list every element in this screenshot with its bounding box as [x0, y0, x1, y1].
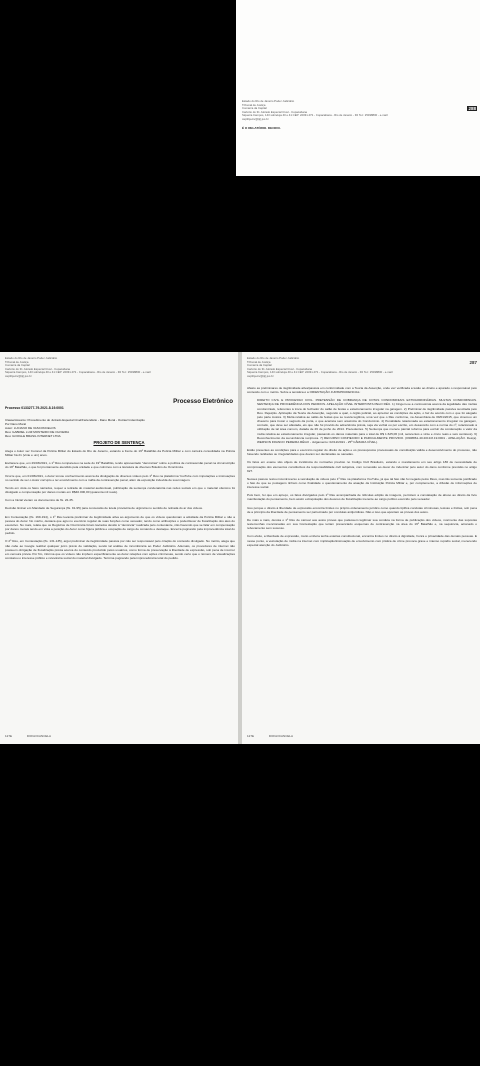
meta-line: Classe/Assunto: Procedimento do Juizado Especial Cível/Fazendário - Dano Moral - Outras/ Indenização: [5, 418, 145, 422]
paragraph: O 2º Réu, em Contestação (fls. 131-135), argui preliminar de ilegitimidade passiva por não ser responsável pelo criação do conteúdo divulgado. No mérito, alega que não cabe ao Google realizar qualquer juízo prévio de validação, sendo tal análise de incumbência ao Poder Judiciário. Ademais, os provedores de internet não possuem obrigação de fiscalização prévia acerca do conteúdo produzido pelos usuários, como forma de preservação à liberdade de expressão, sob pena de incorrer em censura prévia. Por fim, informa que os vídeos não impõem especificamente ao Autor relações com ações criminosas, sendo certo que o número de visualizações constatou o interesse público e relevância social do material divulgado. Termina pugnando pela improcedência total do pedido.: [5, 539, 235, 560]
left-footer: [5, 734, 65, 738]
header-line: cap31jeciv@tjrj.jus.br: [247, 374, 274, 378]
meta-line: Autor: LUCIANO DE VASCONCELOS: [5, 426, 56, 430]
paragraph: Isso porque o direito à liberdade de expressão encontra limites no próprio ordenamento jurídico como quando tipifica condutas criminosas, lesivas e ilícitas, sob pena de a princípio da liberdade de pensamento ser patrocinado por condutas antijurídicas. Não é isso que apontam as provas dos autos.: [247, 505, 477, 514]
paragraph: Em Contestação (fls. 169-194), o 1º Réu levanta preliminar de ilegitimidade ativa ao argumento de que os vídeos questionam a atividade da Polícia Militar e não a pessoa do Autor. No mérito, destaca que agiu no exercício regular de suas funções como vereador, tendo como atribuições o poder/dever de fiscalização dos atos do executivo. No mais, relata que os Registros de Ocorrência foram lavrados devido à "denúncia" realizada pelo contestante, não havendo que se falar em compensação por danos morais tendo em vista a posição do Autor como figura pública e ocupação de cargo de comando e destaque. Encerra pugnando pela improcedência total do pedido.: [5, 514, 235, 536]
top-page-header: [242, 100, 427, 122]
relatorio-line: É O RELATÓRIO. DECIDO.: [242, 126, 281, 130]
paragraph: Com a Inicial vieram os documentos de fls. 22-35.: [5, 498, 74, 503]
footer-signature: DIOGOCANCELA: [26, 734, 52, 738]
right-footer: [247, 734, 307, 738]
header-line: cap31jeciv@tjrj.jus.br: [242, 117, 269, 121]
top-page-fragment: [236, 0, 480, 176]
header-line: Comarca da Capital: [242, 107, 267, 111]
paragraph: Os fatos em exame são objeto de incidência do normativo previsto no Código Civil Brasileiro, estando o mandamento em seu artigo 186 de necessidade de comprovação dos elementos constitutivos da responsabilidade civil subjetiva, com remessão ao dever de indenizar pelo autor do dano conforme previsão no artigo 927.: [247, 460, 477, 473]
paragraph: Tendo em vista os fatos narrados, requer a retirada do material audiovisual, publicação da sentença condenatória nas redes sociais em que o material ofensivo foi divulgado e compensação por danos morais em R$40.000,00 (quarenta mil reais).: [5, 485, 235, 495]
header-line: Comarca da Capital: [5, 364, 30, 368]
footer-signature: DIOGOCANCELA: [268, 734, 294, 738]
header-line: Tribunal de Justiça: [242, 103, 266, 107]
jurisprudence-quote: DIREITO CIVIL E PROCESSO CIVIL. PRETENSÃO DE COBRANÇA DE COTAS CONDOMINIAIS EXTRAORDINÁRIAS. MULTAS CONDOMINIAIS. SENTENÇA DE PROCEDÊNCIA DOS PEDIDOS. APELAÇÃO CÍVEL INTERPOSTA PELO RÉU. 1) Cingem-se a controvérsia acerca da legalidade das multas condominiais, referentes à troca do fechador do salão de festas e estacionamento irregular na garagem. 2) Preliminar de ilegitimidade passiva suscitada pelo Réu. Rejeição. Aplicação da Teoria da Asserção, segundo a qual, o órgão judicial, ao apreciar as condições da ação, o faz de acordo com o que foi alegado pelo parte Autora. 3) Multa relativa ao salão de festas que se revela legítima, uma vez que o Réu conforme, na Assembleia de 09/01/2015, que cinemou um chaveiro para trocar o segredo da porta, o que acarreta sem anuência do Condomínio. 4) Penalidade relacionada ao estacionamento irregular na garagem, contudo, que deve ser afastada, eis que não foi provido de advertência prévia, seja via verbal ou por escrito, em desacordo com a norma do nº, relacionado à utilização de tal área comum, datada de 26 de junho de 2014. Precedentes. 5) Sentença que merece parcial reforma para excluir da condenação o valor da multa relativa ao estacionamento irregular, passando os danos materiais para o total de R$ 1.625,06 (mil, seiscentos e vinte e cinco reais e seis centavos). 6) Reconhecimento da sucumbência recíproca. 7) RECURSO CONHECIDO E PARCIALMENTE PROVIDO. (0308861-40.2019.8.19.0001 - APELAÇÃO. Des(a). WERSON FRANCO PEREIRA RÊGO - Julgamento: 02/12/2021 - 25ª CÂMARA CÍVEL).: [257, 398, 477, 444]
paragraph: Estão presentes as condições para o exercício regular do direito de ação e os pressupostos processuais de constituição válida e desenvolvimento do processo, não havendo nulidades ou irregularidades que devam ser declaradas ou sanadas.: [247, 448, 477, 457]
meta-line: Por Dano Moral: [5, 422, 27, 426]
right-body: [247, 386, 477, 551]
right-page: [242, 352, 480, 744]
header-line: Tribunal de Justiça: [5, 360, 29, 364]
footer-code: 127E: [247, 734, 255, 738]
process-title: Processo Eletrônico: [173, 398, 233, 405]
page-number: 287: [469, 360, 477, 365]
left-page: [0, 352, 238, 744]
paragraph: Nesses passos restou incontroverso a veiculação de vídeos pelo 1º Réu na plataforma YouTube, já que tal fato não foi negado pelos Réus, mas tão somente justificado o fato de que se postagens tinham como finalidade o questionamento da atuação da Instituição Polícia Militar e, por complemento, a difusão de informações de interesse social.: [247, 476, 477, 490]
left-body: [5, 449, 235, 564]
paragraph: Decisão liminar em Mandado de Segurança (fls. 91-95) para concessão de tutela provisória de urgência no sentido de retirada do ar dos vídeos.: [5, 506, 203, 511]
header-line: Cartório do 31 Juizado Especial Cível - Copacabana: [5, 367, 70, 371]
paragraph: Afasto as preliminares de ilegitimidade ativa/passiva em conformidade com a Teoria da Asserção, onde vez verificada a lesão ao direito e apurado o responsável pelo conteúdo com o mérito. Sobre a temática é a ORIENTAÇÃO JURISPRUDENCIAL:: [247, 386, 477, 395]
footer-code: 127E: [5, 734, 13, 738]
paragraph: Com efeito, a liberdade de expressão, muito embora tenha esteiras constitucional, encontra limites no direito à dignidade, honra e privacidade das demais pessoas. E nesse ponto, a veiculação de mídia na internet com implicação/insinuação de envolvimento com prática de crime provoca grave e intenso repúdio social, merecendo especial atenção do Judiciário.: [247, 534, 477, 547]
meta-line: Réu: GOOGLE BRASIL INTERNET LTDA: [5, 434, 61, 438]
header-line: Comarca da Capital: [247, 364, 272, 368]
header-line: Estado do Rio de Janeiro Poder Judiciário: [247, 357, 300, 360]
page-number: 288: [468, 106, 476, 111]
right-page-header: [247, 357, 432, 379]
header-line: Siqueira Campos, 143 sobreloja 40 e 41 CEP: 22031-071 - Copacabana - Rio de Janeiro - RJ Tel.: 25498800 - e-mail:: [5, 371, 152, 375]
header-line: Cartório do 31 Juizado Especial Cível - Copacabana: [247, 367, 312, 371]
header-line: Tribunal de Justiça: [247, 360, 271, 364]
case-metadata: [5, 418, 205, 438]
paragraph: De mais a mais, denota o 1º Réu de carrear aos autos provas que pudessem legitimar sua conduta na forma de publicação dos vídeos, mormente das supostas testemunhas mencionadas em sua Contestação que teriam presenciado esquemas de contravenção na área do 19º Batalhão e, na sequência, acionado o rebocamento sem sucesso.: [247, 517, 477, 531]
left-page-header: [5, 357, 190, 379]
paragraph: Ocorre que, em 01/06/2021, o Autor tomou conhecimento acerca da divulgação de diversos vídeos pelo 1º Réu na plataforma YouTube com imputações e insinuações no sentido de ser o Autor corrupto e ter envolvimento com a máfia da contravenção penal, além da exposição indevida de sua imagem.: [5, 473, 235, 482]
meta-line: Réu: GABRIEL LUIZ MONTEIRO DE OLIVEIRA: [5, 430, 70, 434]
process-number: Processo 0133277-79.2021.8.19.0001: [5, 406, 64, 410]
document-spread: [0, 352, 480, 744]
header-line: Siqueira Campos, 143 sobreloja 40 e 41 CEP: 22031-071 - Copacabana - Rio de Janeiro - RJ Tel.: 25498800 - e-mail:: [242, 114, 389, 118]
paragraph: Alega o Autor ser Coronel da Polícia Militar do Estado do Rio de Janeiro, estando a frente do 19º Batalhão da Polícia Militar e com carreira consolidada na Polícia Militar há 21 (vinte e um) anos.: [5, 449, 235, 458]
section-heading: PROJETO DE SENTENÇA: [93, 440, 145, 445]
header-line: Estado do Rio de Janeiro Poder Judiciário: [5, 357, 58, 360]
paragraph: Esclarece que, em 29/03/2021, o 1º Réu compareceu na sede do 19º Batalhão, tendo apresentado "denúncias" sobre a política de contraversão penal na circunscrição do 19º Batalhão, o que foi prontamente atendido pela unidade e que culminou com a lavratura de diversos Boletins de Ocorrência.: [5, 461, 235, 470]
paragraph: Pois bem, fei que em apreço, os fatos divulgados pelo 1º Réu acompanhada de ridículas edição de imagens, permitem a constatação de abuso ao direito da livre manifestação do pensamento, bem assim extrapolação dos deveres de fiscalização inerente ao cargo político exercido pelo vereador.: [247, 493, 477, 502]
header-line: Estado do Rio de Janeiro Poder Judiciário: [242, 100, 295, 103]
header-line: Cartório do 31 Juizado Especial Cível - Copacabana: [242, 110, 307, 114]
header-line: cap31jeciv@tjrj.jus.br: [5, 374, 32, 378]
header-line: Siqueira Campos, 143 sobreloja 40 e 41 CEP: 22031-071 - Copacabana - Rio de Janeiro - RJ Tel.: 25498800 - e-mail:: [247, 371, 394, 375]
